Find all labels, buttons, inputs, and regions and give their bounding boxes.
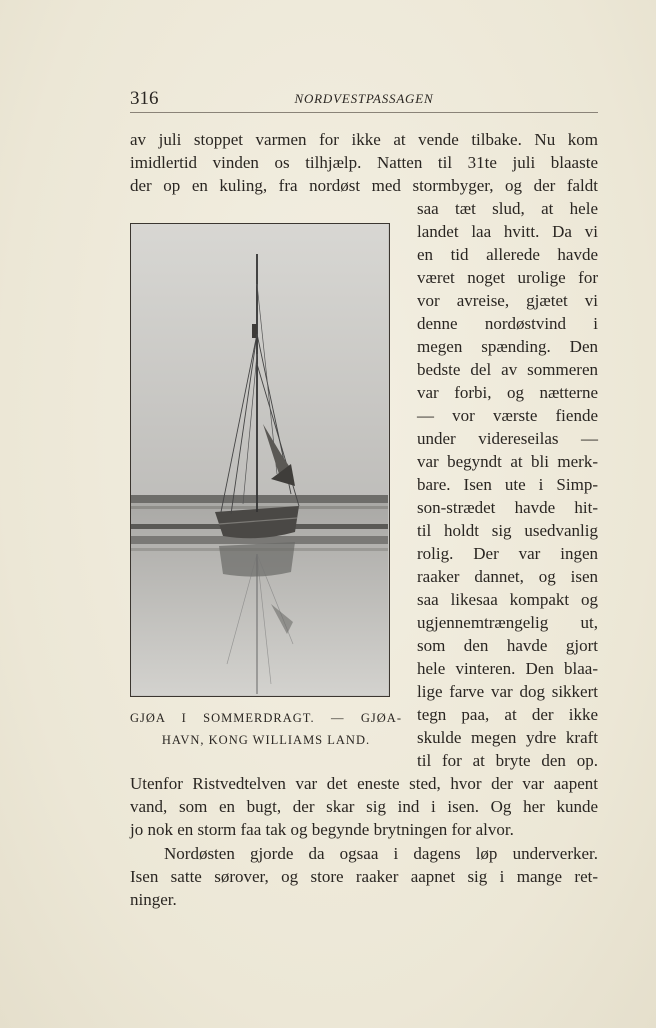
text-line: Nordøsten gjorde da ogsaa i dagens løp underverker. bbox=[164, 844, 598, 863]
text-line: Utenfor Ristvedtelven var det eneste sted, hvor der var aapent bbox=[130, 774, 598, 793]
text-line: til holdt sig usedvanlig bbox=[417, 521, 598, 540]
page-number: 316 bbox=[130, 88, 159, 109]
page-header bbox=[130, 88, 598, 113]
text-line: vor avreise, gjætet vi bbox=[417, 291, 598, 310]
text-line: skulde megen ydre kraft bbox=[417, 728, 598, 747]
figure-caption-line-2: HAVN, KONG WILLIAMS LAND. bbox=[161, 733, 371, 747]
text-line: son-strædet havde hit- bbox=[417, 498, 598, 517]
ship-photograph bbox=[130, 223, 390, 697]
text-line: denne nordøstvind i bbox=[417, 314, 598, 333]
text-line: var begyndt at bli merk- bbox=[417, 452, 598, 471]
text-line: imidlertid vinden os tilhjælp. Natten til 31te juli blaaste bbox=[130, 153, 598, 172]
text-line: ugjennemtrængelig ut, bbox=[417, 613, 598, 632]
text-line: — vor værste fiende bbox=[417, 406, 598, 425]
text-line: en tid allerede havde bbox=[417, 245, 598, 264]
text-line: Isen satte sørover, og store raaker aapnet sig i mange ret- bbox=[130, 867, 598, 886]
text-line: til for at bryte den op. bbox=[417, 751, 598, 770]
text-line: der op en kuling, fra nordøst med stormbyger, og der faldt bbox=[130, 176, 598, 195]
figure-caption-line-1: GJØA I SOMMERDRAGT. — GJØA- bbox=[130, 711, 402, 725]
text-line: som den havde gjort bbox=[417, 636, 598, 655]
text-line: lige farve var dog sikkert bbox=[417, 682, 598, 701]
text-line: vand, som en bugt, der skar sig ind i isen. Og her kunde bbox=[130, 797, 598, 816]
text-line: var forbi, og nætterne bbox=[417, 383, 598, 402]
text-line: rolig. Der var ingen bbox=[417, 544, 598, 563]
text-line: landet laa hvitt. Da vi bbox=[417, 222, 598, 241]
sailing-ship-illustration bbox=[131, 224, 388, 695]
text-line: hele vinteren. Den blaa- bbox=[417, 659, 598, 678]
text-line: ninger. bbox=[130, 890, 177, 909]
text-line: jo nok en storm faa tak og begynde brytningen for alvor. bbox=[130, 820, 514, 839]
text-line: saa tæt slud, at hele bbox=[417, 199, 598, 218]
running-title: NORDVESTPASSAGEN bbox=[294, 91, 434, 106]
text-line: saa likesaa kompakt og bbox=[417, 590, 598, 609]
text-line: været noget urolige for bbox=[417, 268, 598, 287]
text-line: tegn paa, at der ikke bbox=[417, 705, 598, 724]
text-line: bedste del av sommeren bbox=[417, 360, 598, 379]
text-line: raaker dannet, og isen bbox=[417, 567, 598, 586]
text-line: bare. Isen ute i Simp- bbox=[417, 475, 598, 494]
text-line: megen spænding. Den bbox=[417, 337, 598, 356]
text-line: av juli stoppet varmen for ikke at vende tilbake. Nu kom bbox=[130, 130, 598, 149]
text-line: under videreseilas — bbox=[417, 429, 598, 448]
